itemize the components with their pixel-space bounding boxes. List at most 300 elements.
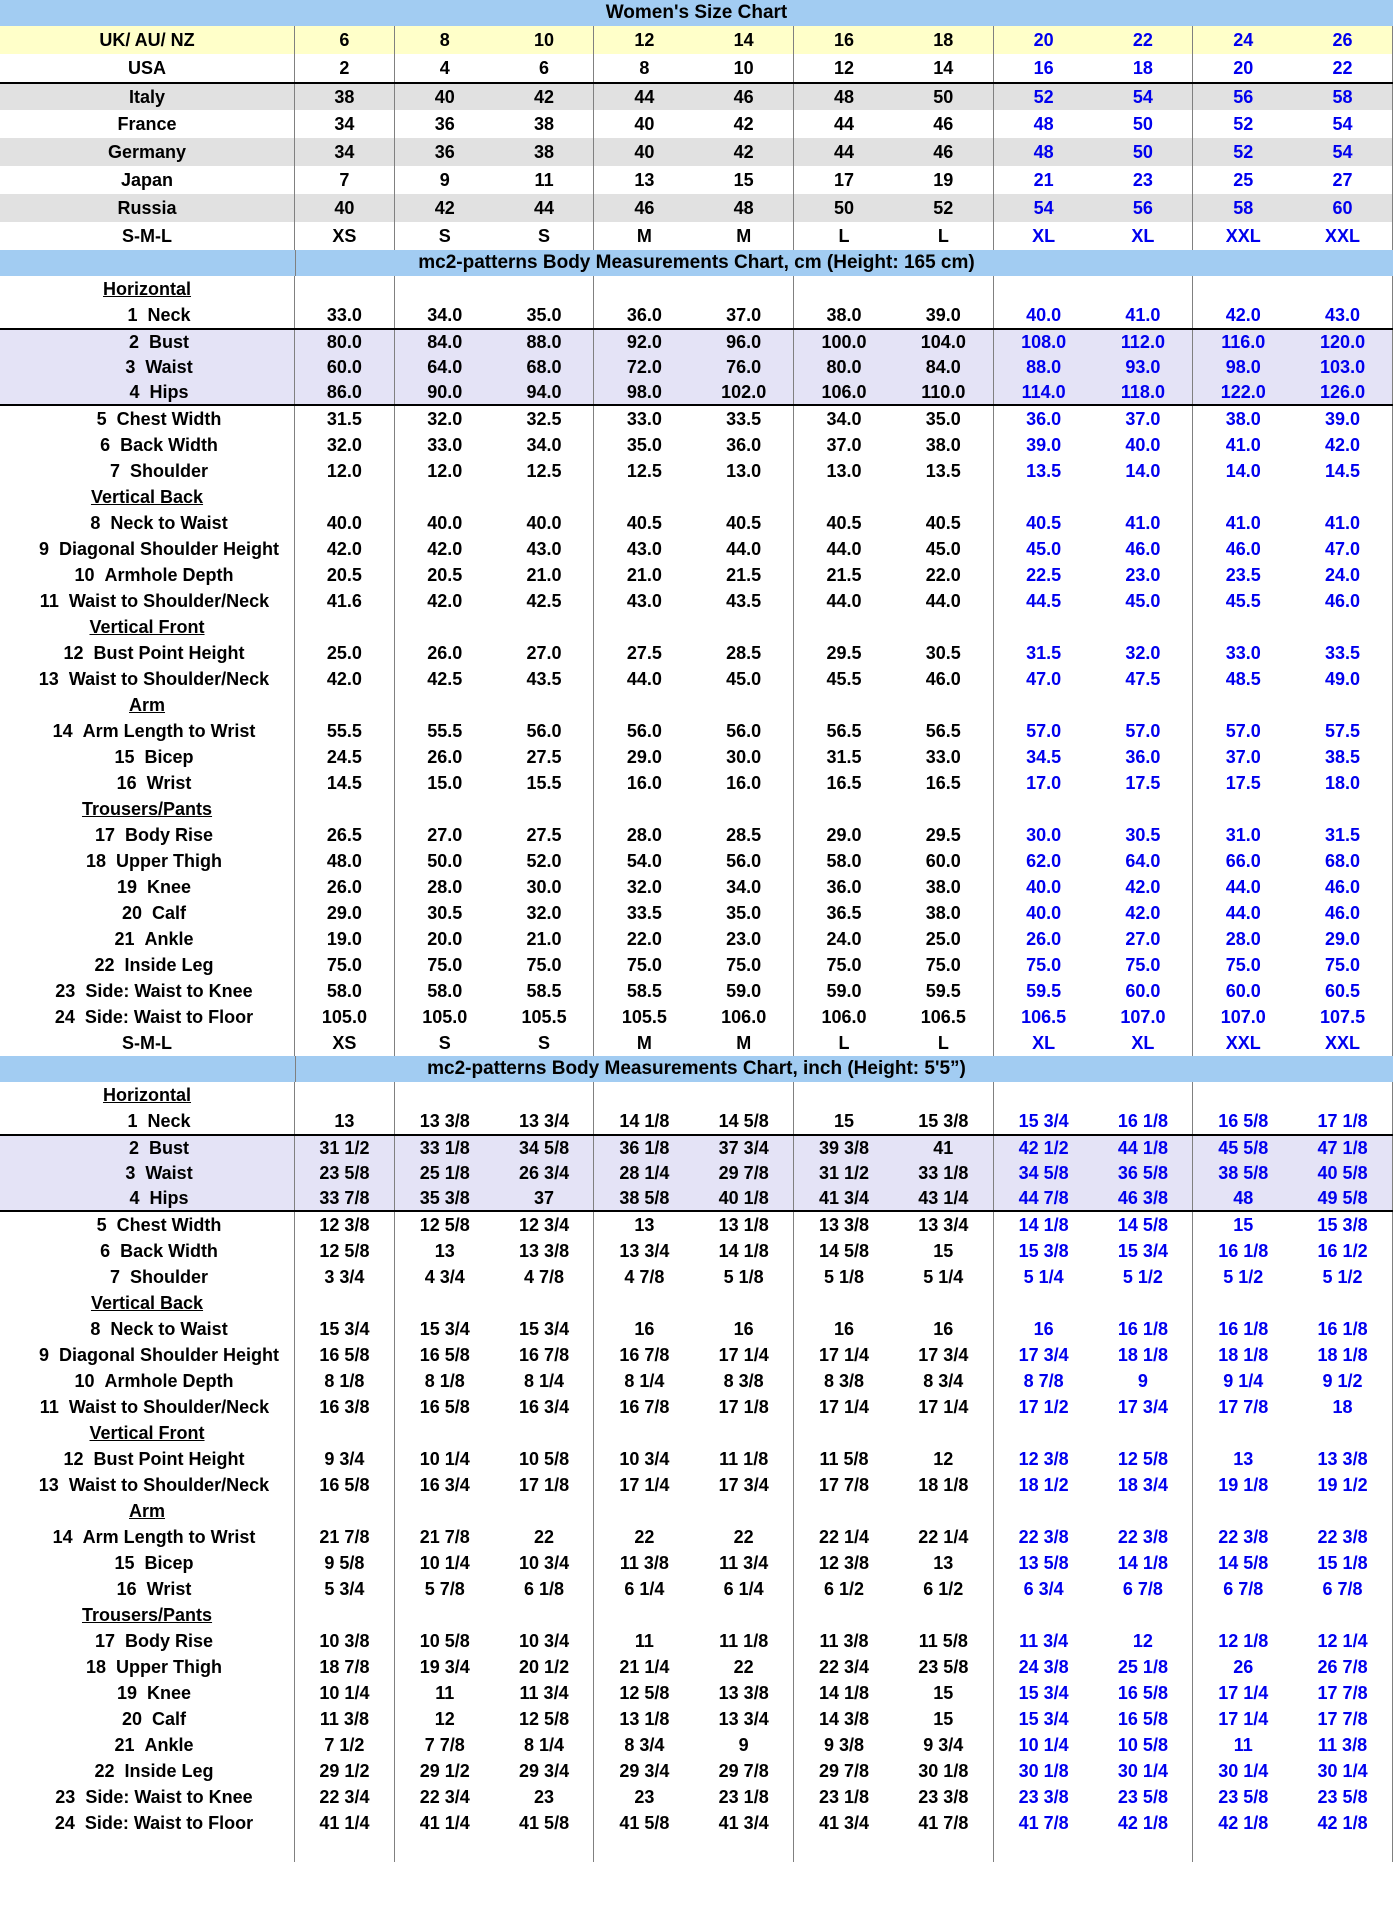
cell: 22.0 xyxy=(626,928,662,949)
row-label xyxy=(0,900,295,926)
cell: 32.0 xyxy=(295,432,395,458)
cell: 23 5/8 xyxy=(894,1654,994,1680)
cell: 37.0 xyxy=(1094,406,1194,432)
cell: 116.0 xyxy=(1221,331,1266,352)
row-number: 20 xyxy=(121,902,142,923)
cell: 36 xyxy=(434,141,455,162)
cell: 41.0 xyxy=(1094,510,1194,536)
row-label-text: Chest Width xyxy=(116,408,222,429)
cell: 42.0 xyxy=(1094,874,1194,900)
cell: 39.0 xyxy=(1293,406,1393,432)
cell: 14 1/8 xyxy=(1018,1214,1069,1235)
cell: 11 3/4 xyxy=(1019,1630,1069,1651)
cell xyxy=(694,1498,794,1524)
cell: 49.0 xyxy=(1293,666,1393,692)
section-heading: Vertical Front xyxy=(89,1422,205,1443)
measurement-row xyxy=(0,406,1393,432)
cell: 17 3/4 xyxy=(694,1472,794,1498)
row-label xyxy=(0,1576,295,1602)
cell: 26 xyxy=(1233,1656,1254,1677)
cell: 29 7/8 xyxy=(694,1758,794,1784)
cell: 22 1/4 xyxy=(894,1524,994,1550)
cell xyxy=(594,276,694,302)
cell: 20.5 xyxy=(427,564,463,585)
cell: 44.0 xyxy=(1225,902,1261,923)
cell xyxy=(395,1498,495,1524)
cell: 10 1/4 xyxy=(295,1680,395,1706)
cell xyxy=(395,614,495,640)
cell: 55.5 xyxy=(295,718,395,744)
cell: 40.5 xyxy=(694,510,794,536)
row-label-text: Side: Waist to Floor xyxy=(84,1006,254,1027)
cell: 39.0 xyxy=(894,302,994,328)
cell: 16 5/8 xyxy=(295,1342,395,1368)
cell: 107.0 xyxy=(1094,1004,1194,1030)
row-number: 18 xyxy=(85,850,107,871)
cell: 46.0 xyxy=(894,666,994,692)
cell: 48.0 xyxy=(295,848,395,874)
cell xyxy=(694,1082,794,1108)
row-label xyxy=(0,770,295,796)
cell: 17 1/8 xyxy=(1293,1108,1393,1134)
cell: 41 5/8 xyxy=(619,1812,670,1833)
row-label xyxy=(0,1498,295,1524)
cell: 28.0 xyxy=(427,876,463,897)
cell: 10 xyxy=(495,26,595,54)
cell: 18 7/8 xyxy=(295,1654,395,1680)
measurement-row xyxy=(0,432,1393,458)
cell: 13 3/4 xyxy=(694,1706,794,1732)
row-label-text: Waist to Shoulder/Neck xyxy=(68,590,270,611)
cell: 60.5 xyxy=(1293,978,1393,1004)
cell: 75.0 xyxy=(1026,954,1062,975)
cell: 29.5 xyxy=(826,642,862,663)
cell: 17 1/4 xyxy=(818,1396,870,1417)
cell: 105.0 xyxy=(295,1004,395,1030)
cell: 75.0 xyxy=(1225,954,1261,975)
cell: 30.5 xyxy=(427,902,463,923)
cell: 4 3/4 xyxy=(424,1266,465,1287)
cell: 16 1/8 xyxy=(1094,1108,1194,1134)
cell: 34 5/8 xyxy=(1018,1162,1069,1183)
size-row xyxy=(0,110,1393,138)
row-label xyxy=(0,1628,295,1654)
cell: 34 5/8 xyxy=(495,1136,595,1160)
cell: 15 3/4 xyxy=(1094,1238,1194,1264)
row-label xyxy=(0,1836,295,1862)
row-number: 13 xyxy=(38,668,59,689)
cell: 40.5 xyxy=(626,512,662,533)
cell: 39 3/8 xyxy=(818,1137,870,1158)
cell: 34.0 xyxy=(694,874,794,900)
cell xyxy=(395,1836,495,1862)
cell: 42 1/2 xyxy=(1018,1137,1069,1158)
cell: 27.5 xyxy=(495,822,595,848)
measurement-row xyxy=(0,354,1393,380)
cell: 11 xyxy=(1233,1734,1253,1755)
cell xyxy=(794,614,894,640)
row-label xyxy=(0,330,295,354)
cell: 47.0 xyxy=(1026,668,1062,689)
cell xyxy=(594,484,694,510)
cell: 50 xyxy=(1094,110,1194,138)
cell: 43.0 xyxy=(1293,302,1393,328)
row-label-text: Side: Waist to Knee xyxy=(85,1786,253,1807)
cell: 10 1/4 xyxy=(419,1448,470,1469)
cell: 38 5/8 xyxy=(1218,1162,1269,1183)
cell: M xyxy=(636,225,652,246)
cell: 28.5 xyxy=(694,640,794,666)
cell: 43.0 xyxy=(495,536,595,562)
measurement-row xyxy=(0,1160,1393,1186)
cell: 31.5 xyxy=(295,406,395,432)
cell xyxy=(1094,1498,1194,1524)
cell: 21.0 xyxy=(626,564,662,585)
row-label-text: Neck xyxy=(147,1110,191,1131)
row-label xyxy=(0,718,295,744)
cell: 13 3/8 xyxy=(1293,1446,1393,1472)
section-heading: Vertical Back xyxy=(90,486,204,507)
cell: 8 1/8 xyxy=(295,1368,395,1394)
cell: 46 xyxy=(894,110,994,138)
cell: 44.0 xyxy=(1225,876,1261,897)
cell: 16 xyxy=(833,1318,855,1339)
cell: 15 3/8 xyxy=(894,1108,994,1134)
cell: 31.5 xyxy=(1026,642,1062,663)
cell: 33 1/8 xyxy=(419,1137,470,1158)
cell: 37 3/4 xyxy=(694,1136,794,1160)
row-number: 7 xyxy=(109,1266,120,1287)
cell: 36.5 xyxy=(826,902,862,923)
row-label-text: Knee xyxy=(147,876,192,897)
cell: 35.0 xyxy=(626,434,662,455)
cell: 34.0 xyxy=(826,408,862,429)
row-label-text: Shoulder xyxy=(130,1266,209,1287)
cell: 64.0 xyxy=(427,356,463,377)
cell: 14.5 xyxy=(295,770,395,796)
cell: 75.0 xyxy=(894,952,994,978)
cell: 59.0 xyxy=(694,978,794,1004)
cell: 44 1/8 xyxy=(1094,1136,1194,1160)
cell: 17 1/8 xyxy=(495,1472,595,1498)
cell: S xyxy=(438,225,451,246)
row-label-text: Bust Point Height xyxy=(93,1448,245,1469)
cell: 16 1/2 xyxy=(1293,1238,1393,1264)
cell xyxy=(594,1836,694,1862)
cell: 10 3/4 xyxy=(495,1550,595,1576)
cell: 39.0 xyxy=(1026,434,1062,455)
cell xyxy=(1094,1082,1194,1108)
cell: 10 1/4 xyxy=(419,1552,470,1573)
cell: 17 7/8 xyxy=(1293,1680,1393,1706)
cell: 54 xyxy=(1094,84,1194,110)
cell: 13.5 xyxy=(894,458,994,484)
cell: 12 1/8 xyxy=(1218,1630,1269,1651)
size-chart-title: Women's Size Chart xyxy=(0,0,1393,26)
cell xyxy=(794,796,894,822)
cm-chart-rows xyxy=(0,276,1393,1056)
cell: 38 xyxy=(495,138,595,166)
cell: 41 7/8 xyxy=(894,1810,994,1836)
measurement-row xyxy=(0,588,1393,614)
measurement-row xyxy=(0,1576,1393,1602)
cell: 44.0 xyxy=(826,590,862,611)
row-label-text: Inside Leg xyxy=(124,954,214,975)
cell: 57.5 xyxy=(1293,718,1393,744)
cell: 75.0 xyxy=(826,954,862,975)
cell xyxy=(994,1290,1094,1316)
row-label-text: Ankle xyxy=(144,1734,194,1755)
row-number: 23 xyxy=(55,1786,76,1807)
cell: 58 xyxy=(1233,197,1254,218)
cell xyxy=(994,484,1094,510)
cell: 17 1/4 xyxy=(1218,1682,1269,1703)
cell: 24.5 xyxy=(295,744,395,770)
cell: 9 xyxy=(439,169,450,190)
cell: 8 1/4 xyxy=(624,1370,665,1391)
cell: 6 1/2 xyxy=(823,1578,865,1599)
cell xyxy=(794,1420,894,1446)
cell: 105.5 xyxy=(495,1004,595,1030)
cell: 12 3/8 xyxy=(1018,1448,1069,1469)
cell: 26.0 xyxy=(295,874,395,900)
cell xyxy=(894,1082,994,1108)
cell: 11 3/4 xyxy=(694,1550,794,1576)
size-chart xyxy=(0,0,1393,250)
cell: 52 xyxy=(1233,113,1254,134)
cell: 30.0 xyxy=(495,874,595,900)
cell: 42.0 xyxy=(295,666,395,692)
cell: 58.0 xyxy=(427,980,463,1001)
cell: 76.0 xyxy=(694,354,794,380)
row-label xyxy=(0,406,295,432)
cell: 105.5 xyxy=(621,1006,667,1027)
cell: 17 1/4 xyxy=(694,1342,794,1368)
cell: 43.0 xyxy=(626,538,662,559)
cell: 42.0 xyxy=(1225,304,1261,325)
measurement-row xyxy=(0,978,1393,1004)
cell: 17 3/4 xyxy=(1094,1394,1194,1420)
row-number: 13 xyxy=(38,1474,59,1495)
cell xyxy=(495,796,595,822)
row-label-text: Wrist xyxy=(146,772,192,793)
row-label xyxy=(0,84,295,110)
cell: 8 3/8 xyxy=(694,1368,794,1394)
measurement-row xyxy=(0,510,1393,536)
cell: 41 3/4 xyxy=(818,1187,870,1208)
row-label-text: Italy xyxy=(129,86,166,107)
cell xyxy=(694,484,794,510)
cell: 47.0 xyxy=(1293,536,1393,562)
cell: 22 3/4 xyxy=(295,1784,395,1810)
cell xyxy=(594,1082,694,1108)
row-label-text: Calf xyxy=(152,1708,187,1729)
measurement-row xyxy=(0,1446,1393,1472)
section-heading: Trousers/Pants xyxy=(81,798,213,819)
row-label xyxy=(0,1394,295,1420)
row-label xyxy=(0,110,295,138)
cell: 12.5 xyxy=(495,458,595,484)
cell: 44.0 xyxy=(694,536,794,562)
row-number: 12 xyxy=(63,1448,84,1469)
cell: 38.0 xyxy=(826,304,862,325)
row-label-text: Diagonal Shoulder Height xyxy=(59,1344,280,1365)
cell: S xyxy=(495,1030,595,1056)
measurement-row xyxy=(0,1810,1393,1836)
cell: 44 xyxy=(634,86,655,107)
row-label-text: Bust xyxy=(149,1137,190,1158)
cell: 6 7/8 xyxy=(1094,1576,1194,1602)
cell: 103.0 xyxy=(1293,354,1393,380)
cell: 42.0 xyxy=(427,590,463,611)
cell: 33.0 xyxy=(626,408,662,429)
cell: 22 xyxy=(694,1654,794,1680)
cell xyxy=(1193,1836,1293,1862)
cell: 23 5/8 xyxy=(1094,1784,1194,1810)
cell: XL xyxy=(1032,225,1056,246)
cell: 8 3/8 xyxy=(823,1370,865,1391)
cell: 57.0 xyxy=(1094,718,1194,744)
row-label xyxy=(0,536,295,562)
cell: 40.5 xyxy=(894,510,994,536)
cell: 107.0 xyxy=(1220,1006,1266,1027)
cell: 41 5/8 xyxy=(495,1810,595,1836)
section-heading-row xyxy=(0,1290,1393,1316)
cell xyxy=(1193,614,1293,640)
cell: L xyxy=(838,1032,850,1053)
cell: 11 xyxy=(435,1682,455,1703)
section-heading: Horizontal xyxy=(103,278,192,299)
row-label-text: Wrist xyxy=(146,1578,192,1599)
cell: 22 3/4 xyxy=(818,1656,870,1677)
cell: 32.5 xyxy=(495,406,595,432)
measurement-row xyxy=(0,666,1393,692)
cell: 40 xyxy=(634,141,655,162)
cell: 38 5/8 xyxy=(619,1187,670,1208)
cell: 30.5 xyxy=(1094,822,1194,848)
cell: 36.0 xyxy=(1026,408,1062,429)
row-number: 15 xyxy=(114,746,135,767)
cell xyxy=(794,692,894,718)
cell xyxy=(395,692,495,718)
cell: 32.0 xyxy=(626,876,662,897)
cell: 22 xyxy=(1293,54,1393,82)
cell: 46 xyxy=(894,138,994,166)
cell: 29.0 xyxy=(826,824,862,845)
cell: 60 xyxy=(1293,194,1393,222)
row-label-text: Waist to Shoulder/Neck xyxy=(68,1396,270,1417)
row-label xyxy=(0,1030,295,1056)
cell: 29 3/4 xyxy=(619,1760,670,1781)
cell: 41.6 xyxy=(295,588,395,614)
cell: 13 3/4 xyxy=(894,1212,994,1238)
cell xyxy=(694,614,794,640)
cell xyxy=(594,614,694,640)
measurement-row xyxy=(0,848,1393,874)
cell: 58.0 xyxy=(826,850,862,871)
row-number: 23 xyxy=(55,980,76,1001)
row-number: 19 xyxy=(116,1682,137,1703)
cell: 16 3/8 xyxy=(295,1394,395,1420)
cell xyxy=(1193,1290,1293,1316)
cell: 43 1/4 xyxy=(894,1186,994,1210)
row-label xyxy=(0,1550,295,1576)
cell: 58.0 xyxy=(295,978,395,1004)
cell: 42 xyxy=(434,197,455,218)
cell: 55.5 xyxy=(427,720,463,741)
cell: S xyxy=(438,1032,451,1053)
row-label xyxy=(0,796,295,822)
cell: 14.5 xyxy=(1293,458,1393,484)
cell: 40.0 xyxy=(427,512,463,533)
cell: 8 1/4 xyxy=(495,1732,595,1758)
measurement-row xyxy=(0,1108,1393,1134)
cell: 22 3/8 xyxy=(1094,1524,1194,1550)
cell: 54.0 xyxy=(626,850,662,871)
cell xyxy=(594,1290,694,1316)
row-label xyxy=(0,1004,295,1030)
cell xyxy=(395,484,495,510)
cell: 14 1/8 xyxy=(818,1682,870,1703)
cell: M xyxy=(694,222,794,250)
row-number: 14 xyxy=(52,720,73,741)
row-number: 17 xyxy=(94,824,115,845)
cell: 108.0 xyxy=(1021,331,1067,352)
row-label-text: S-M-L xyxy=(122,1032,172,1053)
measurement-row xyxy=(0,1758,1393,1784)
section-heading: Vertical Front xyxy=(89,616,205,637)
cell: 15 xyxy=(1233,1214,1254,1235)
cell: 36.0 xyxy=(1094,744,1194,770)
cell xyxy=(1094,1420,1194,1446)
cell: 12.0 xyxy=(295,458,395,484)
cell: 26 7/8 xyxy=(1293,1654,1393,1680)
cell: 34.0 xyxy=(495,432,595,458)
cell: 75.0 xyxy=(295,952,395,978)
cell: 102.0 xyxy=(694,380,794,404)
cell: 18 3/4 xyxy=(1094,1472,1194,1498)
cell: 44 xyxy=(833,141,855,162)
row-label xyxy=(0,874,295,900)
cell: 17 1/4 xyxy=(619,1474,670,1495)
cell: 23 xyxy=(495,1784,595,1810)
measurement-row xyxy=(0,822,1393,848)
cell: 44.0 xyxy=(826,538,862,559)
cell: 30.0 xyxy=(694,744,794,770)
cell: 4 7/8 xyxy=(624,1266,665,1287)
cell: 26.5 xyxy=(295,822,395,848)
cell xyxy=(694,692,794,718)
cell: 40 xyxy=(295,194,395,222)
cell xyxy=(594,1602,694,1628)
cell: 8 1/4 xyxy=(495,1368,595,1394)
row-label xyxy=(0,588,295,614)
cell: 16 5/8 xyxy=(1094,1680,1194,1706)
cell: 36.0 xyxy=(626,304,662,325)
cell: 56.5 xyxy=(826,720,862,741)
cell xyxy=(694,1602,794,1628)
cell xyxy=(495,692,595,718)
cell: 13 xyxy=(434,1240,455,1261)
row-label-text: Inside Leg xyxy=(124,1760,214,1781)
cell: 12 5/8 xyxy=(419,1214,470,1235)
cell xyxy=(894,692,994,718)
cell: 45.5 xyxy=(1225,590,1261,611)
cell: 12 xyxy=(1094,1628,1194,1654)
cell: 23 5/8 xyxy=(295,1160,395,1186)
cell: 18 xyxy=(1094,54,1194,82)
row-label-text: Russia xyxy=(117,197,177,218)
